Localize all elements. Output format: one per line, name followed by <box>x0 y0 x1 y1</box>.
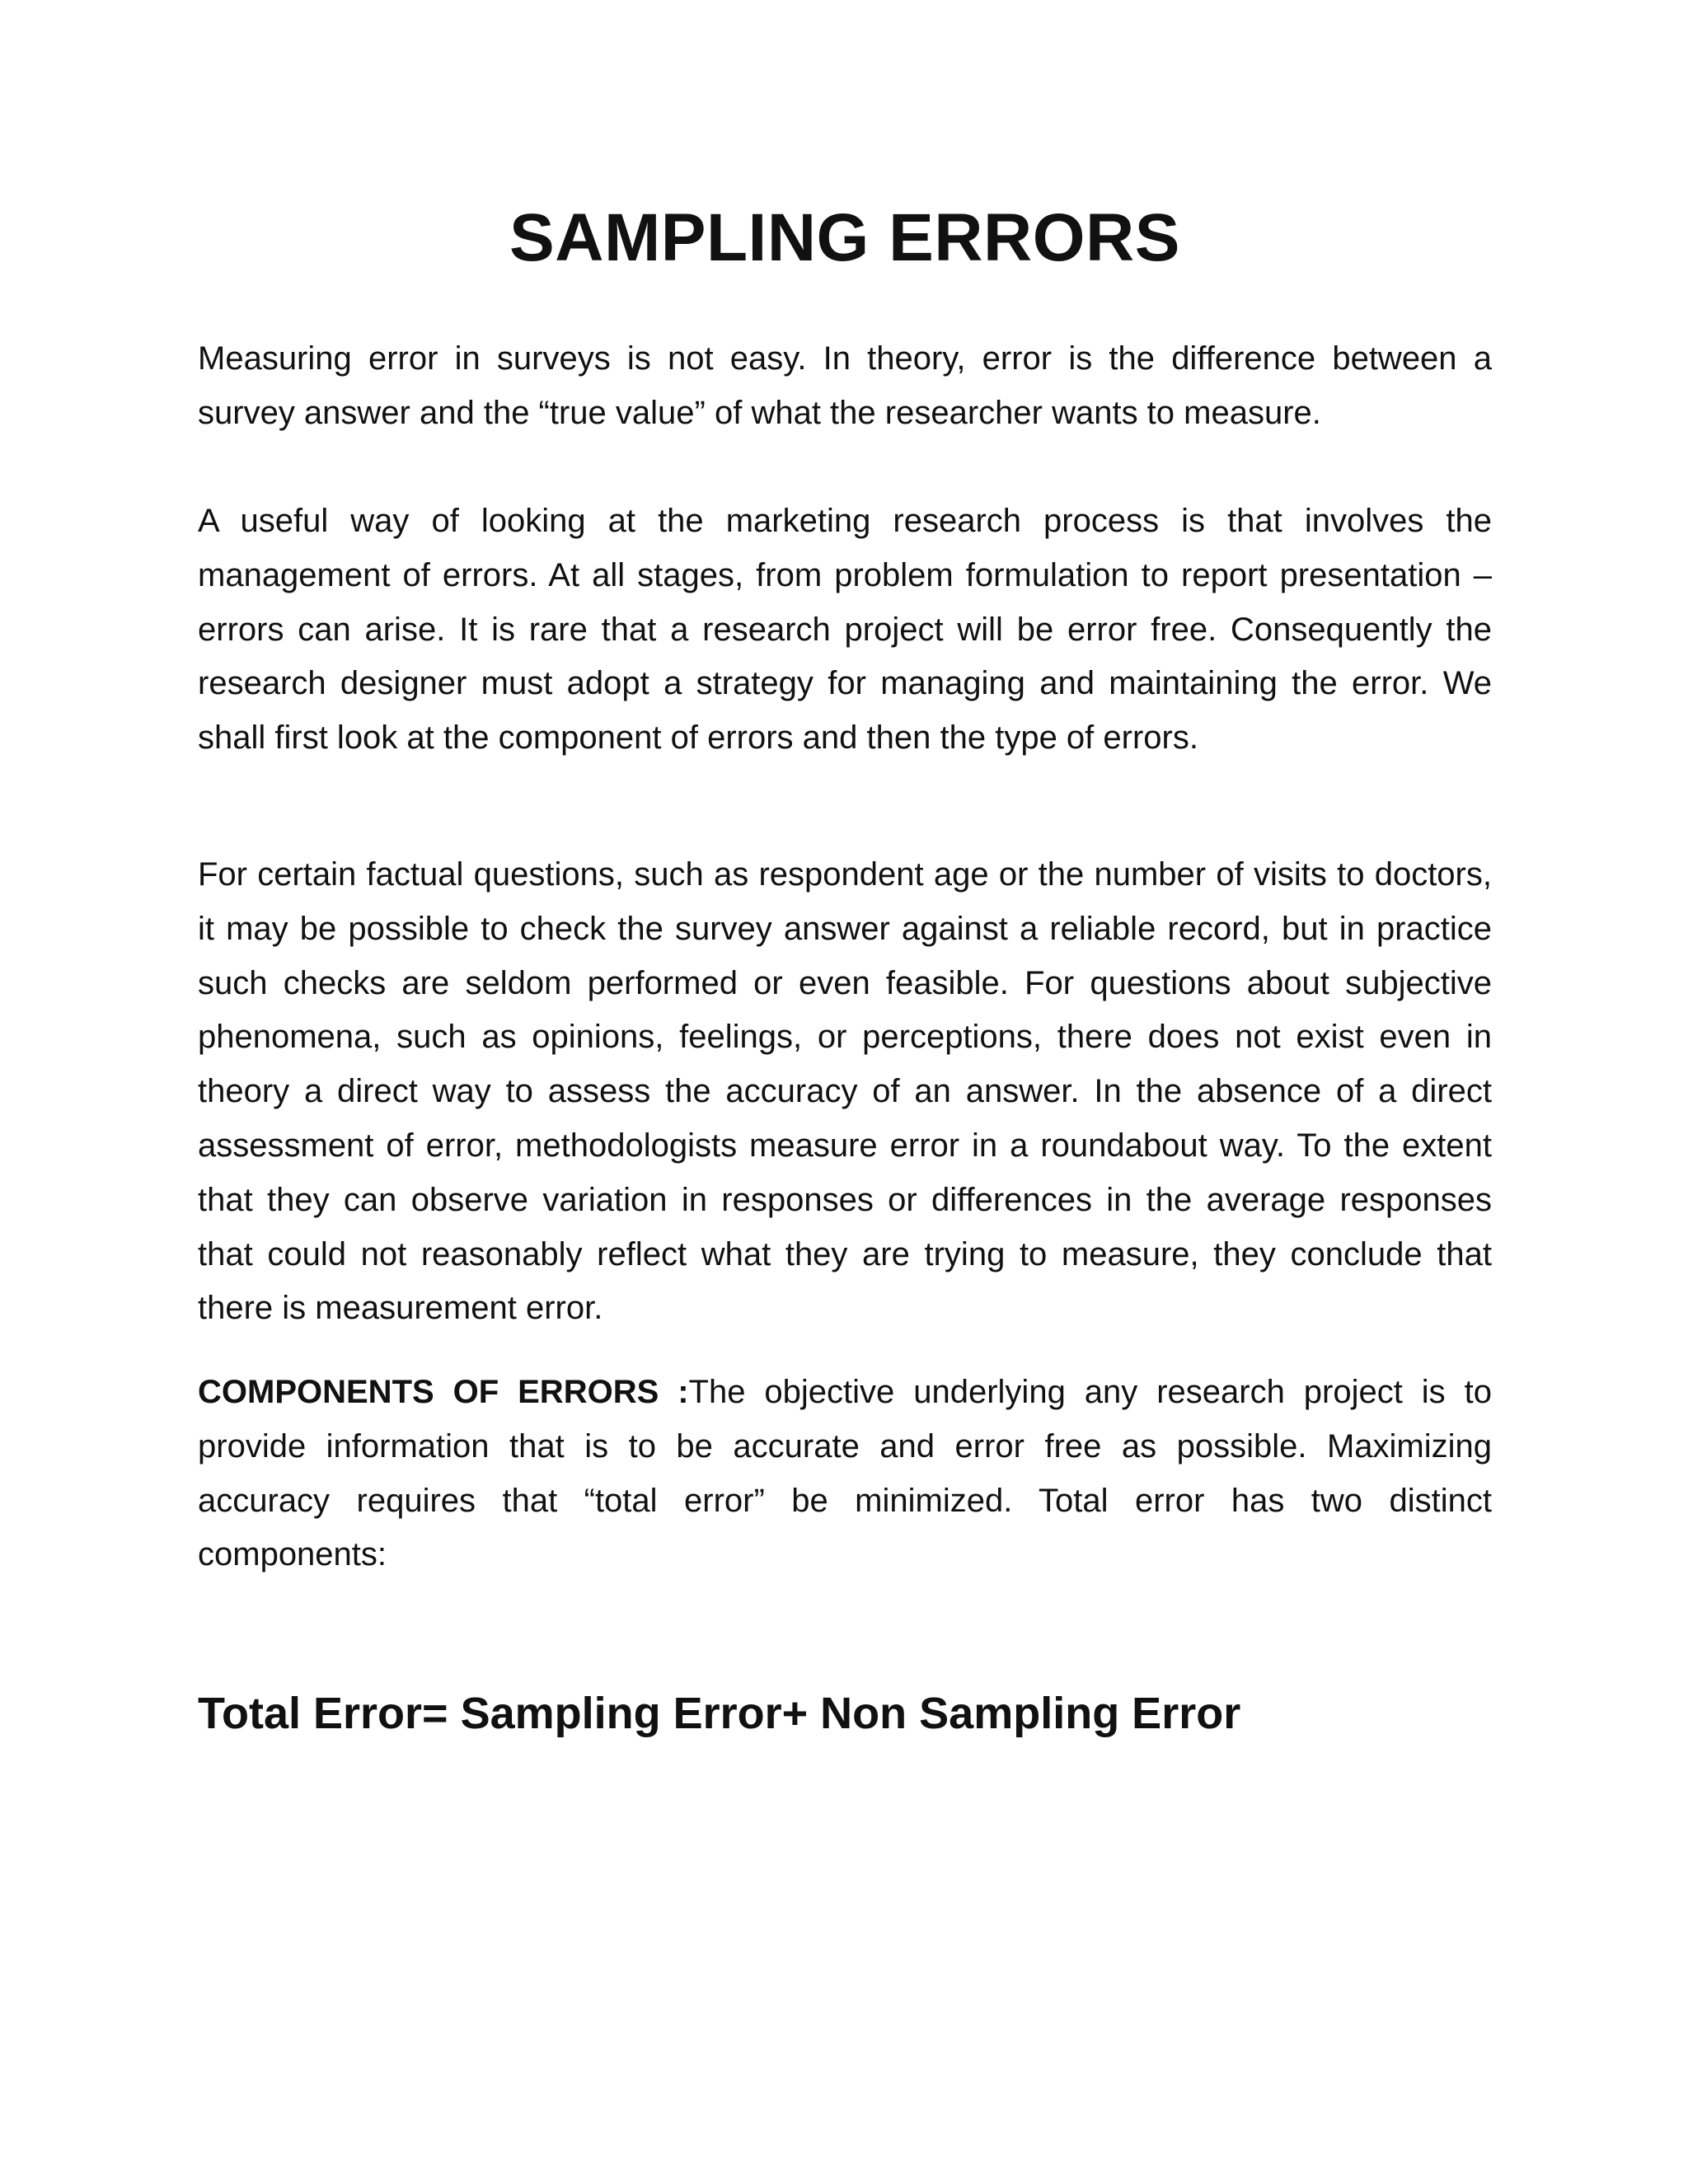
components-paragraph <box>198 1366 1492 1582</box>
factual-questions-paragraph: For certain factual questions, such as respondent age or the number of visits to doctors, it may be possible to check the survey answer against a reliable record, but in practice such checks are seldom performed or even feasible. For questions about subjective phenomena, such as opinions, feelings, or perceptions, there does not exist even in theory a direct way to assess the accuracy of an answer. In the absence of a direct assessment of error, methodologists measure error in a roundabout way. To the extent that they can observe variation in responses or differences in the average responses that could not reasonably reflect what they are trying to measure, they conclude that there is measurement error. <box>198 856 1492 1327</box>
components-text: The objective underlying any research project is to provide information that is to be accurate and error free as possible. Maximizing accuracy requires that “total error” be minimized. Total error has two distinct components: <box>198 1374 1492 1573</box>
intro-paragraph: Measuring error in surveys is not easy. In theory, error is the difference between a survey answer and the “true value” of what the researcher wants to measure. <box>198 340 1492 431</box>
process-paragraph: A useful way of looking at the marketing research process is that involves the management of errors. At all stages, from problem formulation to report presentation – errors can arise. It is rare that a research project will be error free. Consequently the research designer must adopt a strategy for managing and maintaining the error. We shall first look at the component of errors and then the type of errors. <box>198 503 1492 757</box>
total-error-formula: Total Error= Sampling Error+ Non Sampling Error <box>198 1689 1241 1738</box>
components-heading: COMPONENTS OF ERRORS : <box>198 1374 689 1410</box>
page-title: SAMPLING ERRORS <box>509 200 1180 275</box>
